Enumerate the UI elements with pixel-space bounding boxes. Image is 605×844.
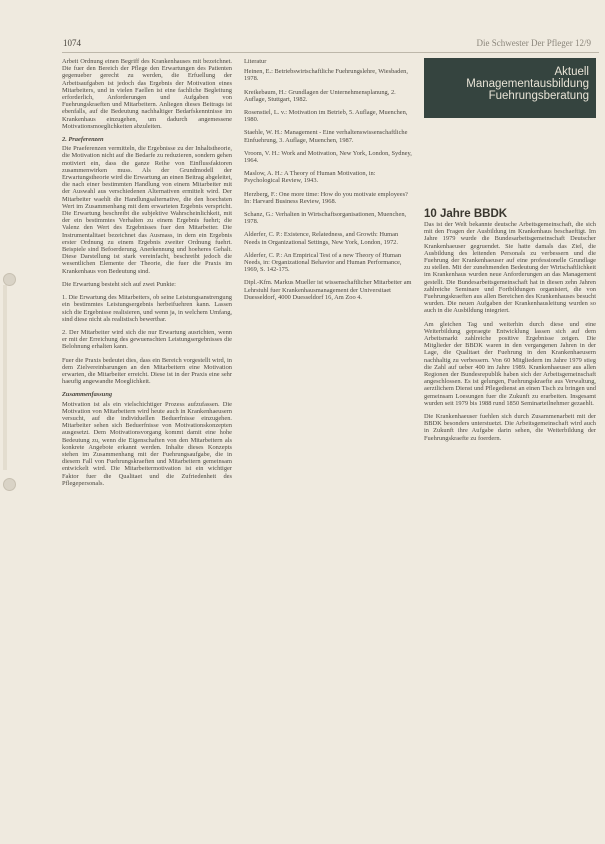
banner-line: Managementausbildung xyxy=(466,78,589,90)
reference-item: Kreikebaum, H.: Grundlagen der Unternehmensplanung, 2. Auflage, Stuttgart, 1982. xyxy=(244,88,396,103)
intro-paragraph: Arbeit Ordnung einen Begriff des Krankenhauses mit bezeichnet. Die fuer den Bereich der Pflege den Erwartungen des Patienten gegenueber gerecht zu werden, die Erfuellung der Arbeitsaufgaben ist jedoch das Ergebnis der Motivation eines Mitarbeiters, und in vielen Faellen ist eine fachliche Begleitung erforderlich, Anforderungen und Aufgaben von Fuehrungskraeften und Mitarbeitern. Anliegen dieses Beitrags ist ebenfalls, auf die Bedeutung nachhaltiger Bedarfskenntnisse im Krankenhaus einzugehen, um dadurch angemessene Motivationsmoeglichkeiten abzuleiten. xyxy=(62,58,232,130)
reference-item: Schanz, G.: Verhalten in Wirtschaftsorganisationen, Muenchen, 1978. xyxy=(244,211,407,226)
paragraph: Die Praeferenzen vermitteln, die Ergebnisse zu der Inhaltstheorie, die Motivation nicht auf die Bedarfe zu reduzieren, sondern gehen motiviert ein, dass die ganze Reihe von Einflussfaktoren zusammenwirken muss. Als der Grundmodell der Erwartungstheorie wird die Erwartung an einen Beitrag abgeleitet, die nach einer bestimmten Handlung von einem Mitarbeiter mit der Auswahl aus verschiedenen Alternativen ermittelt wird. Der Mitarbeiter waehlt die Handlungsalternative, die den hoechsten Wert im Zusammenhang mit dem erwarteten Ergebnis verspricht. Die Erwartung beschreibt die subjektive Wahrscheinlichkeit, mit der ein bestimmtes Verhalten zu einem Ergebnis fuehrt; die Valenz den Wert des Ergebnisses fuer den Mitarbeiter. Die Instrumentalitaet bezeichnet das Ausmass, in dem ein Ergebnis erster Ordnung zu einem Ergebnis zweiter Ordnung fuehrt. Beispiele sind Befoerderung, Anerkennung und hoeheres Gehalt. Diese Darstellung ist stark vereinfacht, beschreibt jedoch die wesentlichen Elemente der Theorie, die fuer die Praxis im Krankenhaus von Bedeutung sind. xyxy=(62,145,232,275)
literature-heading: Literatur xyxy=(244,58,267,65)
banner-line: Fuehrungsberatung xyxy=(488,90,589,102)
article-title: 10 Jahre BBDK xyxy=(424,208,508,220)
paragraph: Motivation ist als ein vielschichtiger Prozess aufzufassen. Die Motivation von Mitarbeitern wird heute auch in Krankenhaeusern versucht, auf die individuellen Beduerfnisse einzugehen. Mitarbeiter sehen sich Beduerfnisse von Motivationskonzepten ausgesetzt. Dem Motivationsvorgang kommt damit eine hohe Bedeutung zu, wenn die Eigenschaften von den Mitarbeitern als konkrete Angebote erkannt werden. Inhalte dieses Konzepts stehen im Zusammenhang mit der Fuehrungsaufgabe, die in diesem Fall von Fuehrungskraeften und Mitarbeitern gemeinsam entwickelt wird. Die Mitarbeitermotivation ist ein wichtiger Faktor fuer die Qualitaet und die Zufriedenheit des Pflegepersonals. xyxy=(62,400,232,487)
author-note: Dipl.-Kfm. Markus Mueller ist wissenschaftlicher Mitarbeiter am Lehrstuhl fuer Krankenhausmanagement der Universitaet Duesseldorf, 4000 Duesseldorf 16, Am Zoo 4. xyxy=(244,279,412,301)
banner-line: Aktuell xyxy=(554,66,589,78)
reference-item: Maslow, A. H.: A Theory of Human Motivation, in: Psychological Review, 1943. xyxy=(244,170,376,185)
page-number: 1074 xyxy=(63,38,81,48)
section-banner xyxy=(424,58,596,118)
paragraph: Die Krankenhaeuser fuehlen sich durch Zusammenarbeit mit der BBDK besonders unterstuetzt. Die Arbeitsgemeinschaft wird auch in Zukunft ihre Aufgabe darin sehen, die Weiterbildung der Fuehrungskraefte zu foerdern. xyxy=(424,413,596,442)
section-heading-zusammenfassung: Zusammenfassung xyxy=(62,391,113,399)
reference-item: Rosenstiel, L. v.: Motivation im Betrieb, 5. Auflage, Muenchen, 1980. xyxy=(244,109,408,124)
paragraph: Die Erwartung besteht sich auf zwei Punkte: xyxy=(62,280,176,288)
reference-item: Alderfer, C. P.: Existence, Relatedness, and Growth: Human Needs in Organizational Settings, New York, London, 1972. xyxy=(244,231,399,246)
reference-item: Herzberg, F.: One more time: How do you motivate employees? In: Harvard Business Review, 1968. xyxy=(244,190,408,205)
journal-header: Die Schwester Der Pfleger 12/9 xyxy=(476,38,591,48)
column-left xyxy=(62,58,232,493)
header-rule xyxy=(62,52,599,53)
paragraph: Fuer die Praxis bedeutet dies, dass ein Bereich vorgestellt wird, in dem Zielvereinbarungen an den Mitarbeitern eine Motivation erwarten, die Mitarbeiter erreicht. Diese ist in der Praxis eine sehr haeufig angewandte Moeglichkeit. xyxy=(62,356,232,386)
reference-item: Heinen, E.: Betriebswirtschaftliche Fuehrungslehre, Wiesbaden, 1978. xyxy=(244,68,408,83)
section-heading-praeferenzen: 2. Praeferenzen xyxy=(62,136,104,144)
punch-hole-top xyxy=(3,273,16,286)
punch-hole-bottom xyxy=(3,478,16,491)
reference-item: Vroom, V. H.: Work and Motivation, New York, London, Sydney, 1964. xyxy=(244,149,412,165)
paragraph: Am gleichen Tag und weiterhin durch diese und eine Weiterbildung gepraegte Entwicklung lassen sich auf dem Arbeitsmarkt zahlreiche positive Ergebnisse zeigen. Die Mitglieder der BBDK waren in den vergangenen Jahren in der Lage, die Qualitaet der Fuehrung in den Krankenhaeusern nachhaltig zu verbessern. Von 60 Mitgliedern im Jahre 1979 stieg die Zahl auf ueber 400 im Jahre 1989. Krankenhaeuser aus allen Regionen der Bundesrepublik haben sich der Arbeitsgemeinschaft angeschlossen. Es ist gelungen, Fuehrungskraefte aus Verwaltung, aerztlichem Dienst und Pflegedienst an einen Tisch zu bringen und gemeinsam Loesungen fuer die Zukunft zu erarbeiten. Insgesamt wurden seit 1979 bis 1988 rund 1850 Seminarteilnehmer gezaehlt. xyxy=(424,320,596,407)
paragraph: 2. Der Mitarbeiter wird sich die nur Erwartung ausrichten, wenn er mit der Erreichung des gewuenschten Leistungsergebnisses die Belohnung erhalten kann. xyxy=(62,328,232,351)
paragraph: Das ist der Welt bekannte deutsche Arbeitsgemeinschaft, die sich mit den Fragen der Ausbildung im Krankenhaus beschaeftigt. Im Jahre 1979 wurde die Bundesarbeitsgemeinschaft Deutscher Krankenhaeuser gegruendet. Sie hatte damals das Ziel, die Ausbildung des leitenden Personals zu verbessern und die Fuehrung der Krankenhaeuser auf eine professionelle Grundlage zu stellen. Mit der zunehmenden Bedeutung der Wirtschaftlichkeit im Krankenhaus wurden neue Anforderungen an das Management gestellt. Die Bundesarbeitsgemeinschaft hat in diesen zehn Jahren zahlreiche Seminare und Fortbildungen organisiert, die von Fuehrungskraeften aus allen Bereichen des Krankenhauses besucht wurden. Die neuen Aufgaben der Krankenhausleitung wurden so auch in die Ausbildung integriert. xyxy=(424,221,596,315)
column-middle xyxy=(244,58,412,307)
article-body xyxy=(424,221,596,448)
paragraph: 1. Die Erwartung des Mitarbeiters, ob seine Leistungsanstrengung ein bestimmtes Leistungsergebnis herbeifuehren kann. Lassen sich die Ergebnisse realisieren, und wenn ja, in welchem Umfang, sind diese nicht als realistisch bewertbar. xyxy=(62,294,232,323)
reference-item: Staehle, W. H.: Management - Eine verhaltenswissenschaftliche Einfuehrung, 3. Auflage, Muenchen, 1987. xyxy=(244,129,408,144)
reference-item: Alderfer, C. P.: An Empirical Test of a new Theory of Human Needs, in: Organizational Behavior and Human Performance, 1969, S. 142-175. xyxy=(244,251,402,274)
binding-shadow xyxy=(3,285,7,470)
